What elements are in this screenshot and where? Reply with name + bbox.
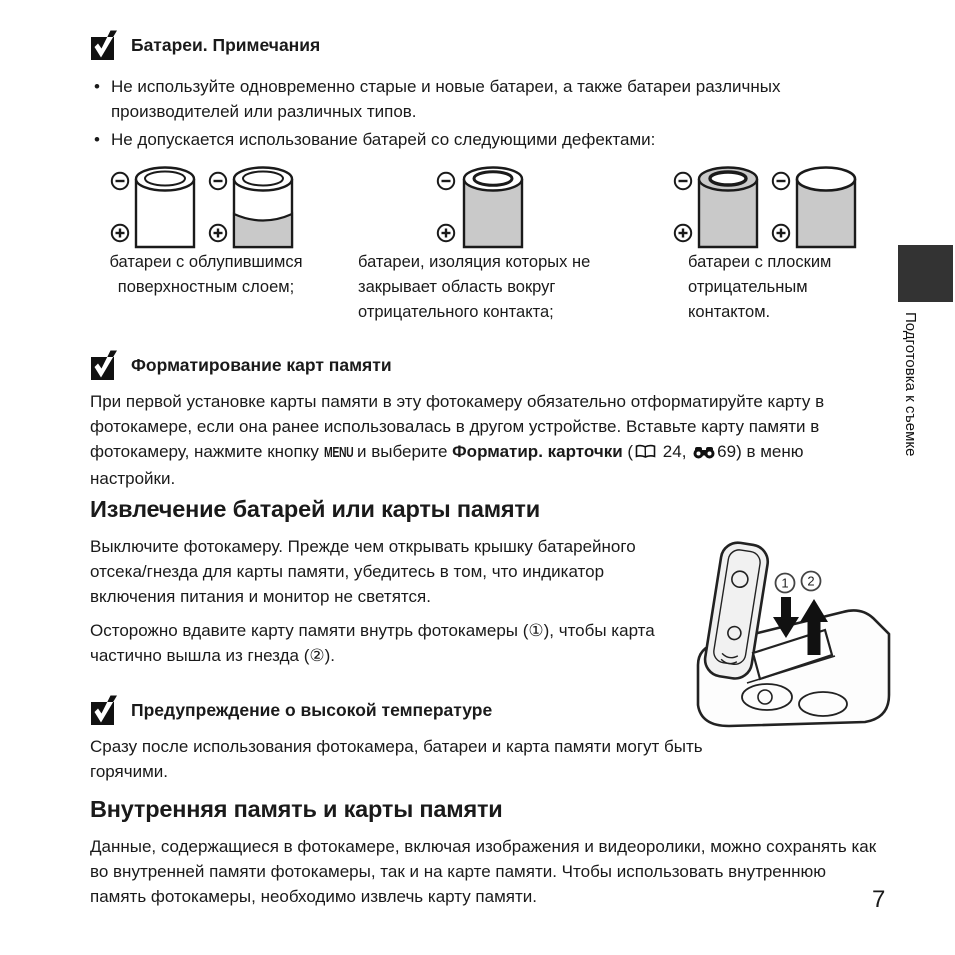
note-temperature-title: Предупреждение о высокой температуре — [131, 699, 493, 720]
note-format-header — [90, 350, 878, 380]
battery-warning-text: Не допускается использование батарей со следующими дефектами: — [110, 130, 656, 149]
format-instructions — [90, 389, 878, 491]
plus-terminal-icon — [675, 225, 691, 241]
minus-terminal-icon — [675, 173, 691, 189]
minus-terminal-icon — [438, 173, 454, 189]
note-format-section — [90, 350, 878, 491]
note-batteries-section — [90, 30, 872, 155]
page-number: 7 — [872, 886, 886, 913]
page-reference-book-icon — [635, 444, 656, 459]
section-title: Извлечение батарей или карты памяти — [90, 496, 540, 522]
plus-terminal-icon — [773, 225, 789, 241]
note-format-title: Форматирование карт памяти — [131, 354, 392, 375]
plus-terminal-icon — [112, 225, 128, 241]
minus-terminal-icon — [773, 173, 789, 189]
plus-terminal-icon — [438, 225, 454, 241]
plus-terminal-icon — [210, 225, 226, 241]
flat-contact-battery-illustration — [673, 163, 861, 249]
chapter-tab — [898, 245, 953, 302]
battery-warning-list — [94, 74, 872, 152]
removal-paragraph-2: Осторожно вдавите карту памяти внутрь фотокамеры (①), чтобы карта частично вышла из гнезда (②). — [90, 621, 655, 665]
format-text: ) в меню настройки. — [90, 442, 804, 488]
format-text: При первой установке карты памяти в эту фотокамеру обязательно отформатируйте карту в фотокамере, если она ранее использовалась в другом устройстве. Вставьте карту памяти в фотокамеру, нажмите кнопку — [90, 392, 825, 461]
step2-number: 2 — [807, 573, 815, 589]
chapter-label: Подготовка к съемке — [902, 312, 919, 457]
minus-terminal-icon — [210, 173, 226, 189]
page-reference-number: 24, — [662, 442, 687, 461]
memory-section — [90, 796, 878, 918]
bad-insulation-battery-illustration — [436, 163, 528, 249]
reference-section-icon — [693, 446, 715, 459]
note-check-icon — [90, 30, 118, 60]
battery-warning-text: Не используйте одновременно старые и новые батареи, а также батареи различных производителей или различных типов. — [110, 77, 781, 121]
list-item — [94, 74, 872, 124]
format-text: ( — [622, 442, 634, 461]
list-item — [94, 127, 872, 152]
format-text: и выберите — [352, 442, 453, 461]
figure-caption: батареи, изоляция которых не закрывает область вокруг отрицательного контакта; — [358, 253, 591, 321]
memory-paragraph: Данные, содержащиеся в фотокамере, включая изображения и видеоролики, можно сохранять как во внутренней памяти фотокамеры, так и на карте памяти. Чтобы использовать внутреннюю память фотокамеры, необходимо извлечь карту памяти. — [90, 837, 877, 906]
menu-item-name: Форматир. карточки — [452, 442, 623, 461]
note-check-icon — [90, 695, 118, 725]
removal-section — [90, 496, 690, 677]
bullet-marker: • — [94, 77, 100, 96]
note-batteries-header — [90, 30, 872, 60]
reference-section-page: 69 — [717, 442, 737, 461]
figure-caption: батареи с облупившимся поверхностным слоем; — [109, 253, 303, 296]
note-temperature-section — [90, 695, 730, 784]
note-batteries-title: Батареи. Примечания — [131, 34, 321, 55]
minus-terminal-icon — [112, 173, 128, 189]
temperature-warning-text: Сразу после использования фотокамера, батареи и карта памяти могут быть горячими. — [90, 737, 703, 781]
note-check-icon — [90, 350, 118, 380]
menu-button-glyph: MENU — [323, 445, 353, 461]
step1-number: 1 — [781, 575, 789, 591]
figure-caption: батареи с плоским отрицательным контактом. — [688, 253, 832, 321]
peeled-battery-illustration — [110, 163, 298, 249]
section-title: Внутренняя память и карты памяти — [90, 796, 503, 822]
note-temperature-header — [90, 695, 730, 725]
battery-defects-figure — [90, 163, 880, 328]
removal-paragraph-1: Выключите фотокамеру. Прежде чем открывать крышку батарейного отсека/гнезда для карты памяти, убедитесь в том, что индикатор включения питания и монитор не светятся. — [90, 537, 636, 606]
bullet-marker: • — [94, 130, 100, 149]
